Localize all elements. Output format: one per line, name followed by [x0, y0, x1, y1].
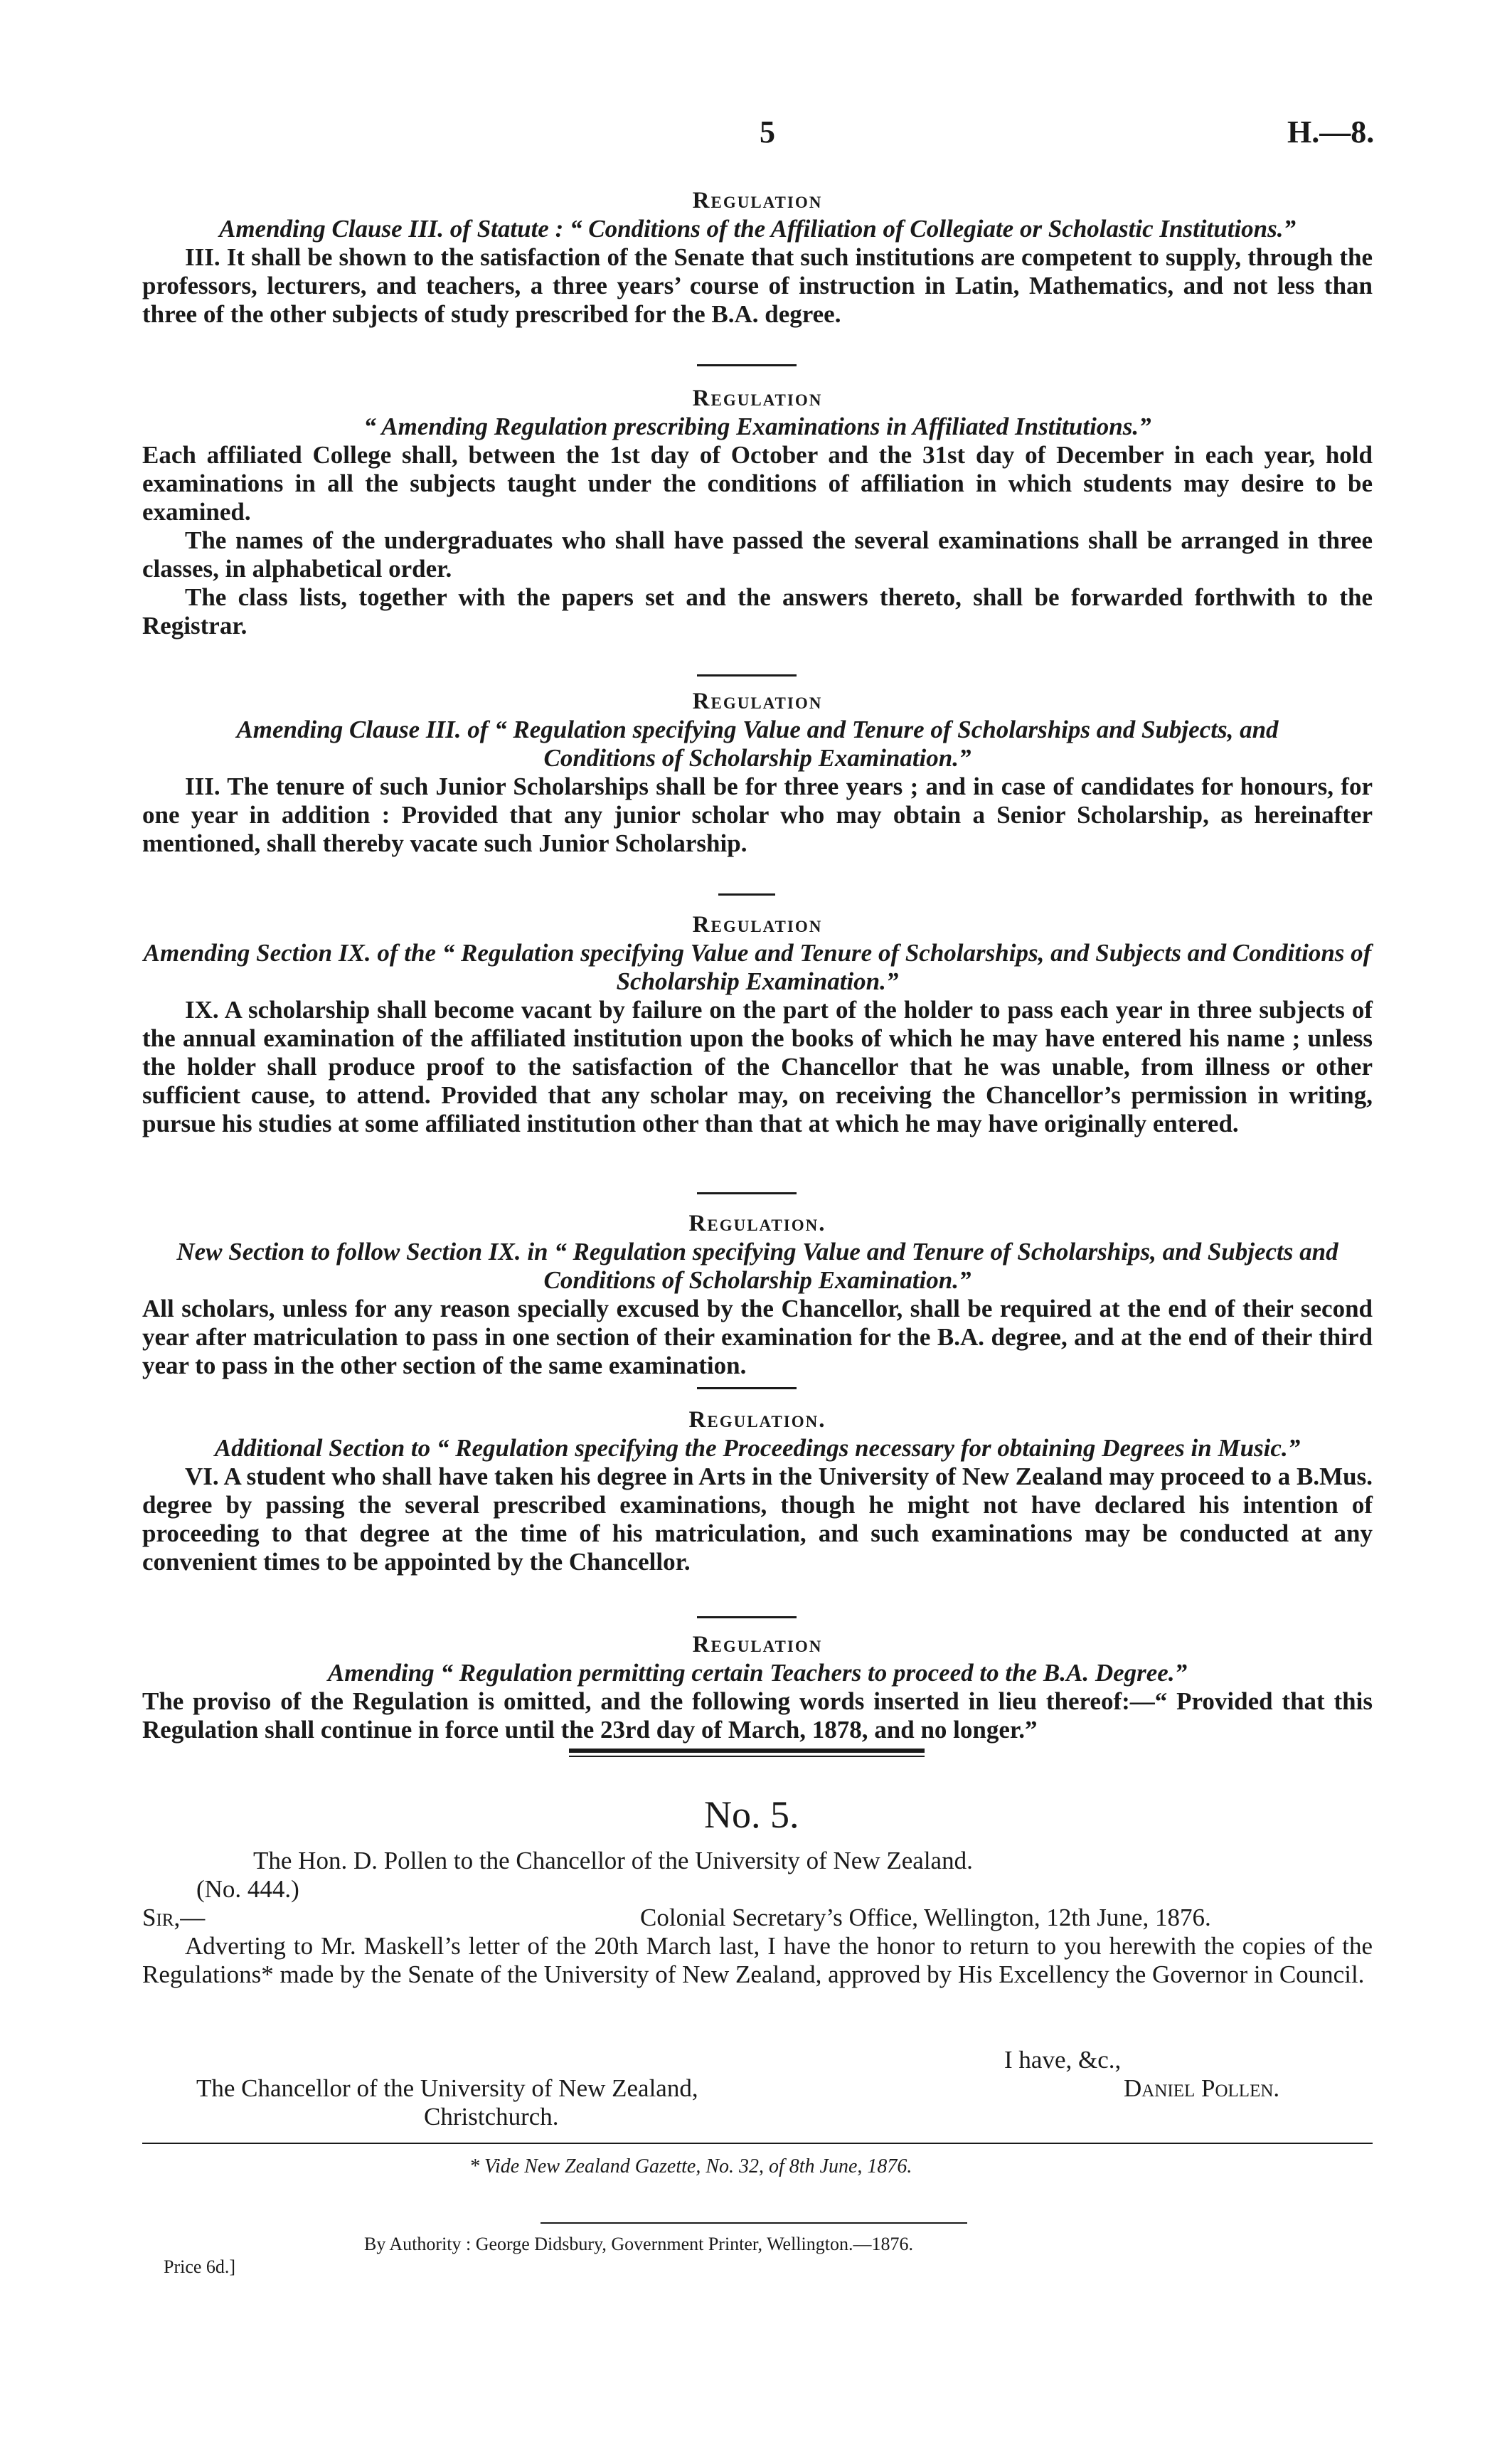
section-heading: Regulation	[692, 912, 823, 938]
letter-title: The Hon. D. Pollen to the Chancellor of the University of New Zealand.	[253, 1847, 973, 1874]
double-rule-thin	[569, 1756, 925, 1757]
letter-number: No. 5.	[704, 1793, 799, 1836]
section-heading: Regulation.	[688, 1407, 826, 1433]
letter-reference: (No. 444.)	[196, 1875, 299, 1903]
letter-closing: I have, &c.,	[1004, 2046, 1122, 2074]
double-rule-thick	[569, 1749, 925, 1753]
section-subtitle: Additional Section to “ Regulation specifying the Proceedings necessary for obtaining Degrees in Music.”	[214, 1434, 1301, 1462]
section-paragraph: The class lists, together with the papers set and the answers thereto, shall be forwarded forthwith to the Registrar.	[142, 583, 1373, 640]
section-subtitle: “ Amending Regulation prescribing Examinations in Affiliated Institutions.”	[363, 413, 1151, 440]
footnote-rule	[142, 2143, 1373, 2144]
section-paragraph: Each affiliated College shall, between the 1st day of October and the 31st day of December in each year, hold examinations in all the subjects taught under the conditions of affiliation in which students may desire to be examined.	[142, 441, 1373, 526]
section-divider	[697, 1192, 797, 1194]
letter-body: Adverting to Mr. Maskell’s letter of the 20th March last, I have the honor to return to you herewith the copies of the Regulations* made by the Senate of the University of New Zealand, approved by His Excellency the Governor in Council.	[142, 1932, 1373, 1988]
section-heading: Regulation.	[688, 1211, 826, 1236]
letter-recipient-city: Christchurch.	[424, 2103, 559, 2131]
document-code: H.—8.	[1287, 115, 1375, 149]
price: Price 6d.]	[164, 2256, 236, 2277]
authority-rule	[541, 2222, 967, 2224]
section-subtitle: New Section to follow Section IX. in “ Regulation specifying Value and Tenure of Scholarships, and Subjects and Conditions of Scholarship Examination.”	[176, 1238, 1338, 1294]
section-paragraph: IX. A scholarship shall become vacant by failure on the part of the holder to pass each year in three subjects of the annual examination of the affiliated institution upon the books of which he may have entered his name ; unless the holder shall produce proof to the satisfaction of the Chancellor that he was unable, from illness or other sufficient cause, to attend. Provided that any scholar may, on receiving the Chancellor’s permission in writing, pursue his studies at some affiliated institution other than that at which he may have originally entered.	[142, 996, 1373, 1137]
section-paragraph: III. It shall be shown to the satisfaction of the Senate that such institutions are competent to supply, through the professors, lecturers, and teachers, a three years’ course of instruction in Latin, Mathematics, and not less than three of the other subjects of study prescribed for the B.A. degree.	[142, 243, 1373, 328]
section-divider	[697, 1616, 797, 1618]
section-subtitle: Amending Clause III. of “ Regulation specifying Value and Tenure of Scholarships and Subjects, and Conditions of Scholarship Examination.”	[236, 716, 1279, 772]
section-heading: Regulation	[692, 1632, 823, 1657]
section-divider	[697, 1387, 797, 1389]
section-divider	[718, 893, 775, 896]
section-paragraph: The proviso of the Regulation is omitted, and the following words inserted in lieu thereof:—“ Provided that this Regulation shall continue in force until the 23rd day of March, 1878, and no longer.”	[142, 1687, 1373, 1744]
section-subtitle: Amending “ Regulation permitting certain Teachers to proceed to the B.A. Degree.”	[327, 1659, 1188, 1687]
footnote: * Vide New Zealand Gazette, No. 32, of 8th June, 1876.	[469, 2155, 912, 2177]
section-heading: Regulation	[692, 386, 823, 411]
letter-address-date: Colonial Secretary’s Office, Wellington, 12th June, 1876.	[640, 1904, 1211, 1931]
section-subtitle: Amending Section IX. of the “ Regulation specifying Value and Tenure of Scholarships, and Subjects and Conditions of Scholarship Examination.”	[143, 939, 1372, 995]
letter-body-block	[142, 1932, 1373, 1989]
section-paragraph: The names of the undergraduates who shall have passed the several examinations shall be arranged in three classes, in alphabetical order.	[142, 526, 1373, 583]
section-paragraph: III. The tenure of such Junior Scholarships shall be for three years ; and in case of candidates for honours, for one year in addition : Provided that any junior scholar who may obtain a Senior Scholarship, as hereinafter mentioned, shall thereby vacate such Junior Scholarship.	[142, 773, 1373, 857]
section-heading: Regulation	[692, 689, 823, 714]
letter-signature: Daniel Pollen.	[1124, 2074, 1280, 2102]
regulation-section-1	[142, 186, 1373, 329]
section-paragraph: All scholars, unless for any reason specially excused by the Chancellor, shall be required at the end of their second year after matriculation to pass in one section of their examination for the B.A. degree, and at the end of their third year to pass in the other section of the same examination.	[142, 1295, 1373, 1379]
letter-recipient: The Chancellor of the University of New Zealand,	[196, 2074, 698, 2102]
letter-salutation: Sir,—	[142, 1904, 206, 1931]
printer-authority: By Authority : George Didsbury, Government Printer, Wellington.—1876.	[364, 2234, 913, 2254]
regulation-section-3	[142, 687, 1373, 858]
regulation-section-2	[142, 384, 1373, 640]
section-heading: Regulation	[692, 188, 823, 213]
section-subtitle: Amending Clause III. of Statute : “ Conditions of the Affiliation of Collegiate or Scholastic Institutions.”	[218, 215, 1297, 243]
regulation-section-6	[142, 1406, 1373, 1576]
regulation-section-5	[142, 1209, 1373, 1380]
section-divider	[697, 364, 797, 366]
section-divider	[697, 674, 797, 676]
regulation-section-7	[142, 1630, 1373, 1744]
section-paragraph: VI. A student who shall have taken his degree in Arts in the University of New Zealand may proceed to a B.Mus. degree by passing the several prescribed examinations, though he might not have declared his intention of proceeding to that degree at the time of his matriculation, and such examinations may be conducted at any convenient times to be appointed by the Chancellor.	[142, 1463, 1373, 1576]
regulation-section-4	[142, 911, 1373, 1138]
page-number: 5	[760, 115, 775, 149]
